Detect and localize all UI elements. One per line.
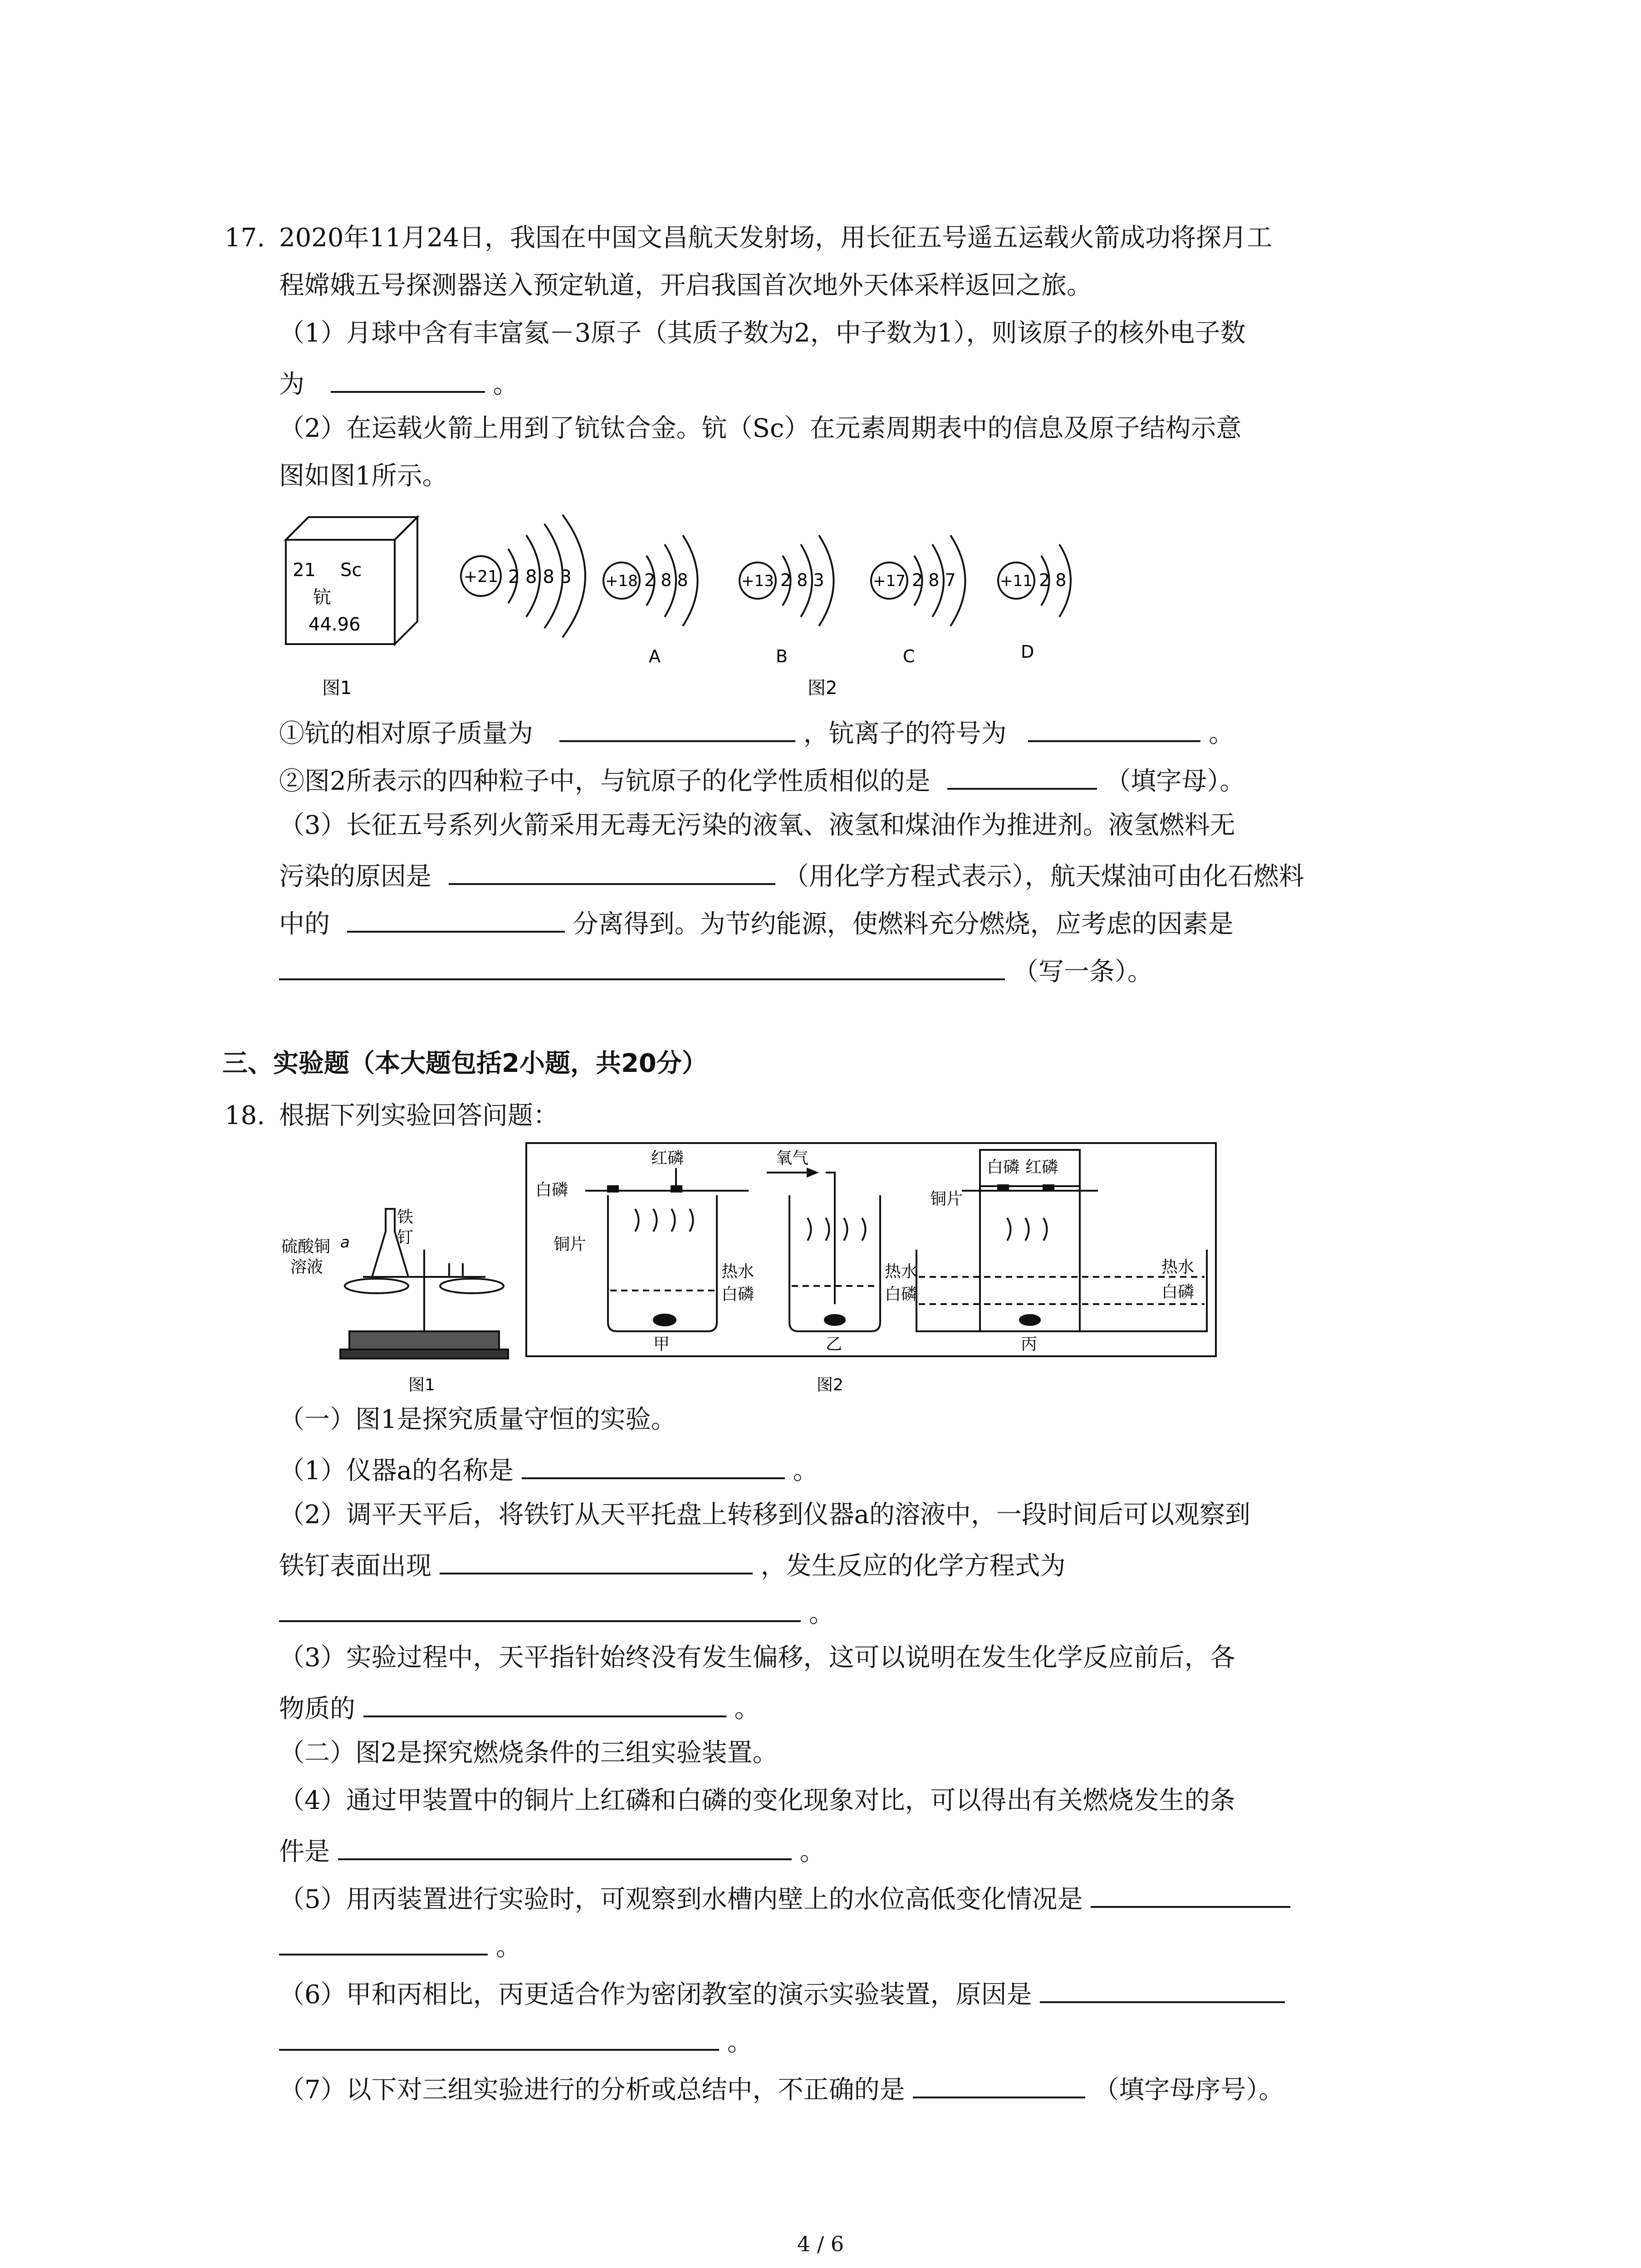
- q18-p2-line2: [279, 1545, 1066, 1584]
- answer-blank-mass-conservation[interactable]: [363, 1687, 726, 1717]
- particle-C-label: C: [903, 646, 915, 666]
- answer-blank-instrument-name[interactable]: [522, 1449, 785, 1479]
- q18-p4-line2: [279, 1830, 825, 1870]
- sc-nucleus: +21: [464, 567, 498, 586]
- q17-sub2-prefix: ②图2所表示的四种粒子中，与钪原子的化学性质相似的是: [279, 767, 931, 796]
- answer-blank-reason-2[interactable]: [279, 2021, 719, 2051]
- answer-blank-fossil-fuel[interactable]: [347, 903, 565, 933]
- q18-p2-middle: ，发生反应的化学方程式为: [760, 1551, 1066, 1581]
- answer-blank-similar-particle[interactable]: [947, 760, 1097, 790]
- answer-blank-iron-equation[interactable]: [279, 1592, 801, 1622]
- jia-copper-sheet: 铜片: [554, 1235, 587, 1254]
- particle-B: [740, 535, 834, 666]
- yi-oxygen: 氧气: [776, 1149, 809, 1168]
- particle-C: [871, 535, 965, 666]
- q18-stem: 根据下列实验回答问题：: [279, 1101, 558, 1130]
- jia-red-phosphorus: 红磷: [651, 1149, 684, 1168]
- q17-part1-suffix: 。: [493, 370, 519, 399]
- q18-figures: [272, 1141, 1225, 1395]
- q18-p3-suffix: 。: [734, 1694, 760, 1724]
- jia-white-phosphorus-2: 白磷: [721, 1285, 754, 1304]
- q17-sub1-middle: ，钪离子的符号为: [803, 719, 1007, 748]
- answer-blank-reason-1[interactable]: [1040, 1973, 1285, 2003]
- particle-B-nucleus: +13: [741, 572, 774, 590]
- particle-D-label: D: [1021, 642, 1034, 662]
- q18-p6-line1: [279, 1973, 1285, 2013]
- fig1-iron-label: 铁: [397, 1208, 414, 1227]
- q18-p2-line3: [279, 1592, 834, 1632]
- fig1-solution-label2: 溶液: [290, 1258, 323, 1276]
- yi-hot-water: 热水: [885, 1262, 918, 1281]
- q18-p7-prefix: （7）以下对三组实验进行的分析或总结中，不正确的是: [279, 2075, 905, 2105]
- q17-sub1-prefix: ①钪的相对原子质量为: [279, 719, 533, 748]
- fig1-label: 图1: [322, 678, 352, 699]
- q17-part3-line1: （3）长征五号系列火箭采用无毒无污染的液氧、液氢和煤油作为推进剂。液氢燃料无: [279, 811, 1235, 840]
- answer-blank-incorrect-option[interactable]: [913, 2068, 1085, 2098]
- answer-blank-nail-surface[interactable]: [440, 1545, 753, 1574]
- q17-stem-line2: 程嫦娥五号探测器送入预定轨道，开启我国首次地外天体采样返回之旅。: [279, 271, 1092, 300]
- bing-copper-sheet: 铜片: [930, 1190, 963, 1208]
- fig2-caption: 图2: [817, 1376, 843, 1394]
- q18-p6-suffix: 。: [727, 2028, 753, 2057]
- particle-C-shells: 2 8 7: [912, 570, 956, 590]
- q18-p4-suffix: 。: [799, 1837, 825, 1867]
- jia-label: 甲: [653, 1335, 670, 1354]
- section3-title: 三、实验题（本大题包括2小题，共20分）: [222, 1049, 707, 1078]
- answer-blank-scandium-mass[interactable]: [559, 712, 795, 742]
- particle-D-nucleus: +11: [1000, 572, 1033, 590]
- element-number: 21: [293, 560, 316, 581]
- fig1-caption: 图1: [408, 1376, 435, 1394]
- q17-part3-l3-suffix: 分离得到。为节约能源，使燃料充分燃烧，应考虑的因素是: [573, 909, 1234, 939]
- q18-p3-prefix: 物质的: [279, 1694, 355, 1724]
- page-number: 4 / 6: [797, 2232, 844, 2256]
- jia-hot-water: 热水: [721, 1262, 754, 1281]
- q17-sub2: [279, 760, 1245, 800]
- q17-figures: [272, 508, 1533, 708]
- q18-p6-line2: [279, 2021, 753, 2061]
- q17-part3-l4-suffix: （写一条）。: [1013, 957, 1153, 987]
- q17-part1-line1: （1）月球中含有丰富氦－3原子（其质子数为2，中子数为1），则该原子的核外电子数: [279, 318, 1246, 348]
- particle-D-shells: 2 8: [1039, 570, 1067, 590]
- q18-number: 18.: [225, 1101, 265, 1130]
- q17-part2-line2: 图如图1所示。: [279, 461, 448, 491]
- q18-p5-line2: [279, 1926, 521, 1965]
- yi-label: 乙: [826, 1335, 843, 1354]
- answer-blank-scandium-ion[interactable]: [1028, 712, 1200, 742]
- q17-part3-l3-prefix: 中的: [279, 909, 330, 939]
- particle-A-shells: 2 8 8: [644, 570, 688, 590]
- q18-p7: [279, 2068, 1284, 2108]
- q17-part3-line2: [279, 855, 1304, 895]
- q18-p6-text: （6）甲和丙相比，丙更适合作为密闭教室的演示实验装置，原因是: [279, 1980, 1032, 2009]
- particle-A-label: A: [649, 646, 661, 666]
- q18-p4-line1: （4）通过甲装置中的铜片上红磷和白磷的变化现象对比，可以得出有关燃烧发生的条: [279, 1786, 1235, 1815]
- q17-part1-line2: [279, 363, 519, 403]
- sc-shells: 2 8 8 3: [508, 567, 572, 587]
- q17-sub2-suffix: （填字母）。: [1105, 767, 1245, 796]
- q17-part3-line3: [279, 903, 1234, 943]
- answer-blank-water-level-1[interactable]: [1091, 1878, 1290, 1908]
- bing-white-phosphorus-2: 白磷: [1161, 1283, 1195, 1301]
- answer-blank-combustion-condition[interactable]: [338, 1830, 792, 1860]
- particle-B-shells: 2 8 3: [780, 570, 824, 590]
- element-mass: 44.96: [309, 614, 361, 635]
- answer-blank-combustion-factor[interactable]: [279, 950, 1005, 980]
- bing-label: 丙: [1021, 1335, 1038, 1354]
- q18-p2-suffix: 。: [808, 1599, 834, 1628]
- answer-blank-electron-count[interactable]: [331, 363, 485, 393]
- q17-sub1: [279, 712, 1234, 752]
- q18-part1: （一）图1是探究质量守恒的实验。: [279, 1405, 676, 1434]
- q18-p2-prefix: 铁钉表面出现: [279, 1551, 431, 1581]
- q17-number: 17.: [225, 223, 265, 253]
- apparatus-jia: [585, 1168, 749, 1331]
- particle-C-nucleus: +17: [873, 572, 906, 590]
- element-symbol: Sc: [340, 560, 362, 581]
- q18-p3-line2: [279, 1687, 760, 1727]
- element-name: 钪: [313, 587, 331, 608]
- answer-blank-water-level-2[interactable]: [279, 1926, 488, 1955]
- particle-A-nucleus: +18: [605, 572, 638, 590]
- q18-p4-prefix: 件是: [279, 1837, 330, 1867]
- q17-stem-line1: 2020年11月24日，我国在中国文昌航天发射场，用长征五号遥五运载火箭成功将探月工: [279, 223, 1273, 253]
- jia-white-phosphorus: 白磷: [535, 1181, 568, 1199]
- q17-part3-prefix: 污染的原因是: [279, 862, 431, 891]
- q17-part2-line1: （2）在运载火箭上用到了钪钛合金。钪（Sc）在元素周期表中的信息及原子结构示意: [279, 414, 1242, 443]
- q18-p1-suffix: 。: [793, 1456, 818, 1486]
- fig1-solution-label: 硫酸铜: [281, 1237, 331, 1256]
- particle-D: [998, 544, 1071, 662]
- fig1-flask-a-label: a: [340, 1233, 350, 1251]
- apparatus-yi: [767, 1169, 880, 1331]
- q17-part3-line4: [279, 950, 1153, 990]
- particle-B-label: B: [776, 646, 788, 666]
- q18-p2-line1: （2）调平天平后，将铁钉从天平托盘上转移到仪器a的溶液中，一段时间后可以观察到: [279, 1500, 1251, 1530]
- bing-hot-water: 热水: [1161, 1258, 1195, 1276]
- q17-part3-middle: （用化学方程式表示），航天煤油可由化石燃料: [783, 862, 1304, 891]
- q18-p1-prefix: （1）仪器a的名称是: [279, 1456, 514, 1486]
- q17-part1-prefix: 为: [279, 370, 304, 399]
- q18-p5-suffix: 。: [495, 1932, 521, 1962]
- q18-p5-line1: [279, 1878, 1290, 1918]
- q18-p5-text: （5）用丙装置进行实验时，可观察到水槽内壁上的水位高低变化情况是: [279, 1885, 1083, 1914]
- fig1-iron-label2: 钉: [397, 1228, 414, 1247]
- q18-p7-suffix: （填字母序号）。: [1093, 2075, 1284, 2105]
- q17-sub1-suffix: 。: [1209, 719, 1234, 748]
- particle-A: [603, 535, 698, 666]
- apparatus-bing: [916, 1150, 1207, 1331]
- answer-blank-hydrogen-equation[interactable]: [449, 855, 775, 885]
- q18-part2: （二）图2是探究燃烧条件的三组实验装置。: [279, 1738, 778, 1768]
- sc-atom-diagram: [461, 515, 585, 637]
- fig2-frame: [526, 1143, 1216, 1356]
- q18-p3-line1: （3）实验过程中，天平指针始终没有发生偏移，这可以说明在发生化学反应前后，各: [279, 1643, 1235, 1672]
- bing-red-phosphorus: 红磷: [1025, 1158, 1058, 1177]
- q18-p1: [279, 1449, 818, 1489]
- balance-apparatus: [340, 1209, 508, 1359]
- fig2-label: 图2: [808, 678, 838, 699]
- yi-white-phosphorus: 白磷: [885, 1285, 918, 1304]
- bing-white-phosphorus: 白磷: [987, 1158, 1020, 1177]
